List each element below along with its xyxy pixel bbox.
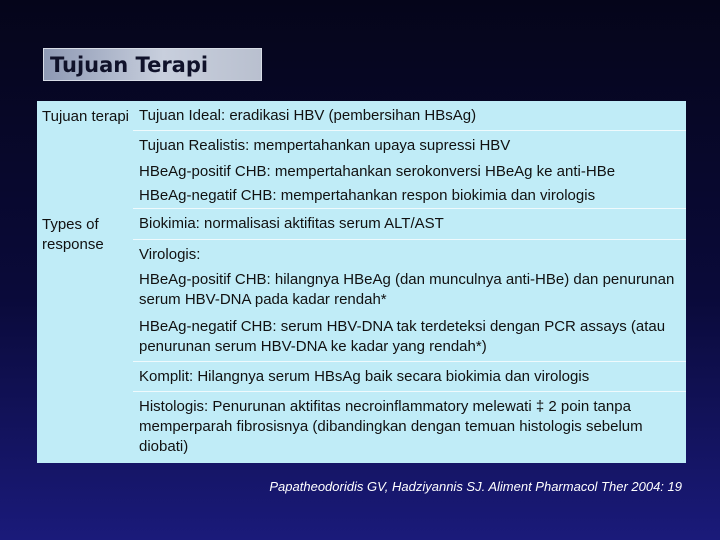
content-table xyxy=(37,101,686,463)
slide-title: Tujuan Terapi xyxy=(50,53,209,77)
table-cell: HBeAg-positif CHB: mempertahankan serokonversi HBeAg ke anti-HBe xyxy=(139,163,616,180)
table-cell: HBeAg-negatif CHB: mempertahankan respon biokimia dan virologis xyxy=(139,187,596,204)
row-label-response: Types of response xyxy=(42,216,104,253)
row-label-goals: Tujuan terapi xyxy=(42,108,129,125)
table-cell: Virologis: xyxy=(139,246,201,263)
table-cell: Tujuan Ideal: eradikasi HBV (pembersihan HBsAg) xyxy=(139,107,477,124)
table-cell: Tujuan Realistis: mempertahankan upaya supressi HBV xyxy=(139,137,511,154)
table-cell: Histologis: Penurunan aktifitas necroinflammatory melewati ‡ 2 poin tanpa memperparah fibrosisnya (dibandingkan dengan temuan histologis sebelum diobati) xyxy=(139,398,643,455)
table-cell: Biokimia: normalisasi aktifitas serum ALT/AST xyxy=(139,215,444,232)
table-cell: HBeAg-negatif CHB: serum HBV-DNA tak terdeteksi dengan PCR assays (atau penurunan serum HBV-DNA ke kadar yang rendah*) xyxy=(139,318,666,355)
table-cell: HBeAg-positif CHB: hilangnya HBeAg (dan munculnya anti-HBe) dan penurunan serum HBV-DNA pada kadar rendah* xyxy=(139,271,675,308)
slide-title-box xyxy=(43,48,262,81)
table-cell: Komplit: Hilangnya serum HBsAg baik secara biokimia dan virologis xyxy=(139,368,590,385)
source-citation: Papatheodoridis GV, Hadziyannis SJ. Aliment Pharmacol Ther 2004: 19 xyxy=(269,479,682,494)
